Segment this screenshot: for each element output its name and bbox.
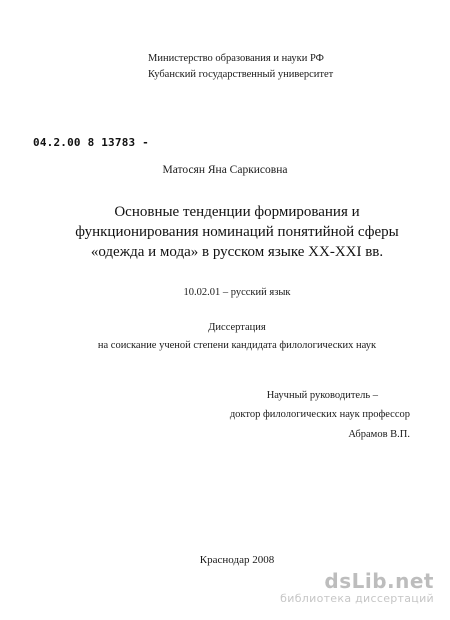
advisor-rank: доктор филологических наук профессор <box>229 409 410 420</box>
title-line-1: Основные тенденции формирования и <box>114 204 360 220</box>
document-type: Диссертация <box>208 322 266 333</box>
library-stamp: 04.2.00 8 13783 - <box>33 136 149 149</box>
watermark-logo: dsLib.net <box>324 569 434 593</box>
dslib-watermark[interactable] <box>280 570 434 605</box>
author-name: Матосян Яна Саркисовна <box>162 164 288 176</box>
watermark-subtitle: библиотека диссертаций <box>280 592 434 605</box>
title-line-3: «одежда и мода» в русском языке XX-XXI вв. <box>90 244 384 260</box>
advisor-role: Научный руководитель – <box>266 390 378 401</box>
advisor-name: Абрамов В.П. <box>348 429 410 440</box>
title-line-2: функционирования номинаций понятийной сферы <box>75 224 399 240</box>
ministry-name: Министерство образования и науки РФ <box>148 53 324 64</box>
degree-description: на соискание ученой степени кандидата филологических наук <box>97 340 377 351</box>
specialty-code: 10.02.01 – русский язык <box>183 287 291 298</box>
city-year: Краснодар 2008 <box>199 554 275 566</box>
university-name: Кубанский государственный университет <box>148 69 334 80</box>
